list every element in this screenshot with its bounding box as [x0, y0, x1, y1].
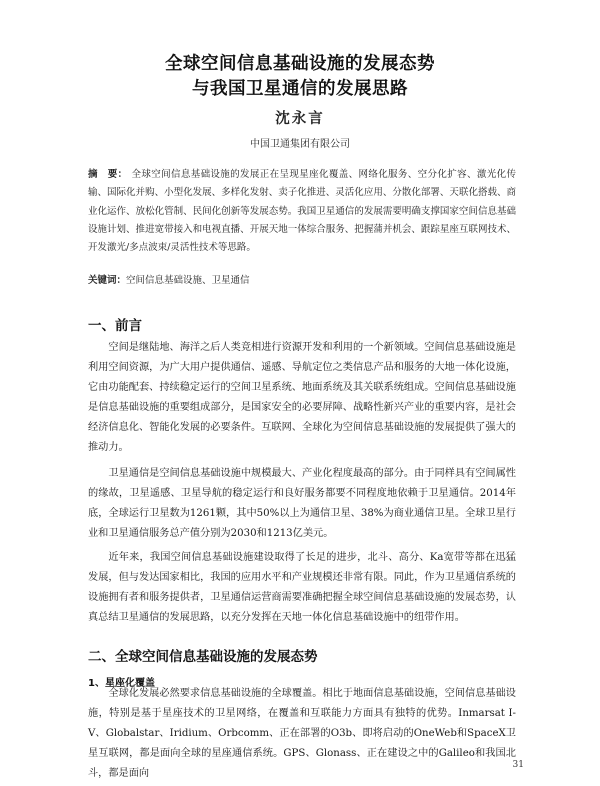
paragraph: 卫星通信是空间信息基础设施中规模最大、产业化程度最高的部分。由于同样具有空间属性的缘故，卫星遥感、卫星导航的稳定运行和良好服务都要不同程度地依赖于卫星通信。2014年底，全球运行卫星数为1261颗，其中50%以上为通信卫星、38%为商业通信卫星。全球卫星行业和卫星通信服务总产值分别为2030和1213亿美元。: [88, 468, 516, 539]
paragraph: 全球化发展必然要求信息基础设施的全球覆盖。相比于地面信息基础设施，空间信息基础设施，特别是基于星座技术的卫星网络，在覆盖和互联能力方面具有独特的优势。Inmarsat I-V、Globalstar、Iridium、Orbcomm、正在部署的O3b、即将启动的OneWeb和SpaceX卫星互联网，都是面向全球的星座通信系统。GPS、Glonass、正在建设之中的Galileo和我国北斗，都是面向: [88, 688, 516, 779]
paper-title-line1: 全球空间信息基础设施的发展态势: [165, 54, 435, 74]
paragraph: 近年来，我国空间信息基础设施建设取得了长足的进步，北斗、高分、Ka宽带等都在迅猛发展，但与发达国家相比，我国的应用水平和产业规模还非常有限。同此，作为卫星通信系统的设施拥有者和服务提供者，卫星通信运营商需要准确把握全球空间信息基础设施的发展态势，认真总结卫星通信的发展思路，以充分发挥在天地一体化信息基础设施中的纽带作用。: [88, 552, 516, 623]
author-affiliation: 中国卫通集团有限公司: [250, 139, 350, 150]
paragraph: 空间是继陆地、海洋之后人类竞相进行资源开发和利用的一个新领域。空间信息基础设施是利用空间资源，为广大用户提供通信、遥感、导航定位之类信息产品和服务的大地一体化设施，它由功能配套、持续稳定运行的空间卫星系统、地面系统及其关联系统组成。空间信息基础设施是信息基础设施的重要组成部分，是国家安全的必要屏障、战略性新兴产业的重要内容，是社会经济信息化、智能化发展的必要条件。互联网、全球化为空间信息基础设施的发展提供了强大的推动力。: [88, 342, 516, 453]
abstract-label: 摘 要：: [88, 169, 128, 180]
keywords: [88, 272, 516, 290]
keywords-text: 空间信息基础设施、卫星通信: [126, 275, 250, 286]
keywords-label: 关键词：: [88, 275, 127, 286]
author-name: 沈永言: [275, 110, 325, 127]
page-number: 31: [512, 760, 524, 770]
section-heading-preface: 一、前言: [88, 318, 142, 334]
abstract: [88, 166, 516, 257]
paper-title-line2: 与我国卫星通信的发展思路: [192, 79, 408, 99]
section-heading-trends: 二、全球空间信息基础设施的发展态势: [88, 649, 318, 665]
abstract-text: 全球空间信息基础设施的发展正在呈现星座化覆盖、网络化服务、空分化扩容、激光化传输、国际化并购、小型化发展、多样化发射、卖子化推进、灵活化应用、分散化部署、天联化搭载、商业化运作、放松化管制、民间化创新等发展态势。我国卫星通信的发展需要明确支撑国家空间信息基础设施计划、推进宽带接入和电视直播、开展天地一体综合服务、把握蒲并机会、跟踪星座互联网技术、开发激光/多点波束/灵活性技术等思路。: [88, 169, 516, 254]
subsection-heading-constellation: 1、星座化覆盖: [88, 678, 155, 689]
